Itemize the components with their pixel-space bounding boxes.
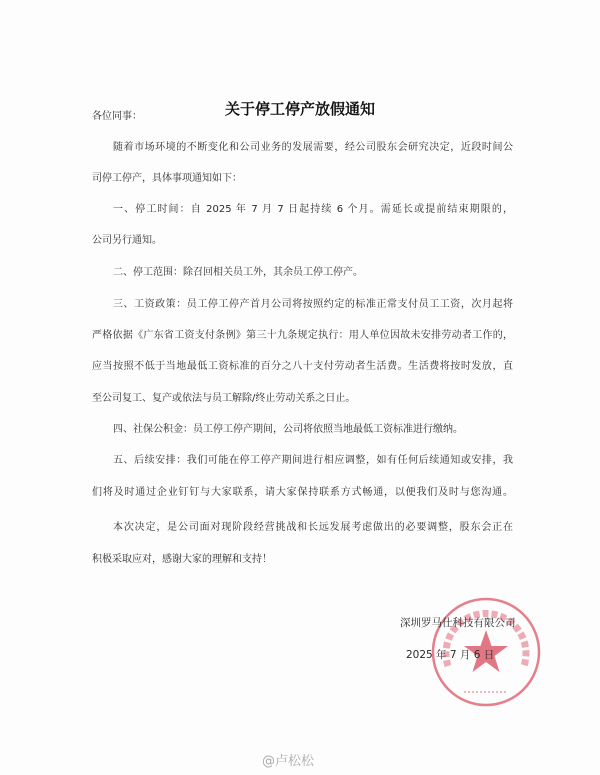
paragraph-line: 们将及时通过企业钉钉与大家联系，请大家保持联系方式畅通，以便我们及时与您沟通。	[92, 487, 513, 498]
paragraph-line: 至公司复工、复产或依法与员工解除/终止劳动关系之日止。	[92, 393, 356, 404]
paragraph-line: 四、社保公积金：员工停工停产期间，公司将依照当地最低工资标准进行缴纳。	[113, 424, 463, 435]
paragraph-line: 三、工资政策：员工停工停产首月公司将按照约定的标准正常支付员工工资，次月起将	[113, 299, 513, 310]
paragraph-line: 应当按照不低于当地最低工资标准的百分之八十支付劳动者生活费。生活费将按时发放，直	[92, 361, 513, 372]
paragraph-line: 随着市场环境的不断变化和公司业务的发展需要，经公司股东会研究决定，近段时间公	[113, 142, 513, 153]
paragraph-line: 五、后续安排：我们可能在停工停产期间进行相应调整，如有任何后续通知或安排，我	[113, 455, 513, 466]
paragraph-line: 司停工停产，具体事项通知如下：	[92, 173, 242, 184]
paragraph-line: 二、停工范围：除召回相关员工外，其余员工停工停产。	[113, 267, 363, 278]
signature-date: 2025 年 7 月 6 日	[406, 649, 495, 661]
paragraph-line: 积极采取应对，感谢大家的理解和支持！	[92, 554, 272, 565]
paragraph-line: 一、停工时间：自 2025 年 7 月 7 日起持续 6 个月。需延长或提前结束期限的，	[113, 204, 513, 215]
greeting: 各位同事：	[92, 111, 142, 122]
signature-company: 深圳罗马仕科技有限公司	[400, 617, 516, 629]
paragraph-line: 本次决定，是公司面对现阶段经营挑战和长远发展考虑做出的必要调整，股东会正在	[113, 522, 513, 533]
document-title: 关于停工停产放假通知	[224, 100, 375, 118]
watermark: @卢松松	[262, 754, 315, 769]
paragraph-line: 严格依据《广东省工资支付条例》第三十九条规定执行：用人单位因故未安排劳动者工作的，	[92, 330, 513, 341]
paragraph-line: 公司另行通知。	[92, 235, 162, 246]
